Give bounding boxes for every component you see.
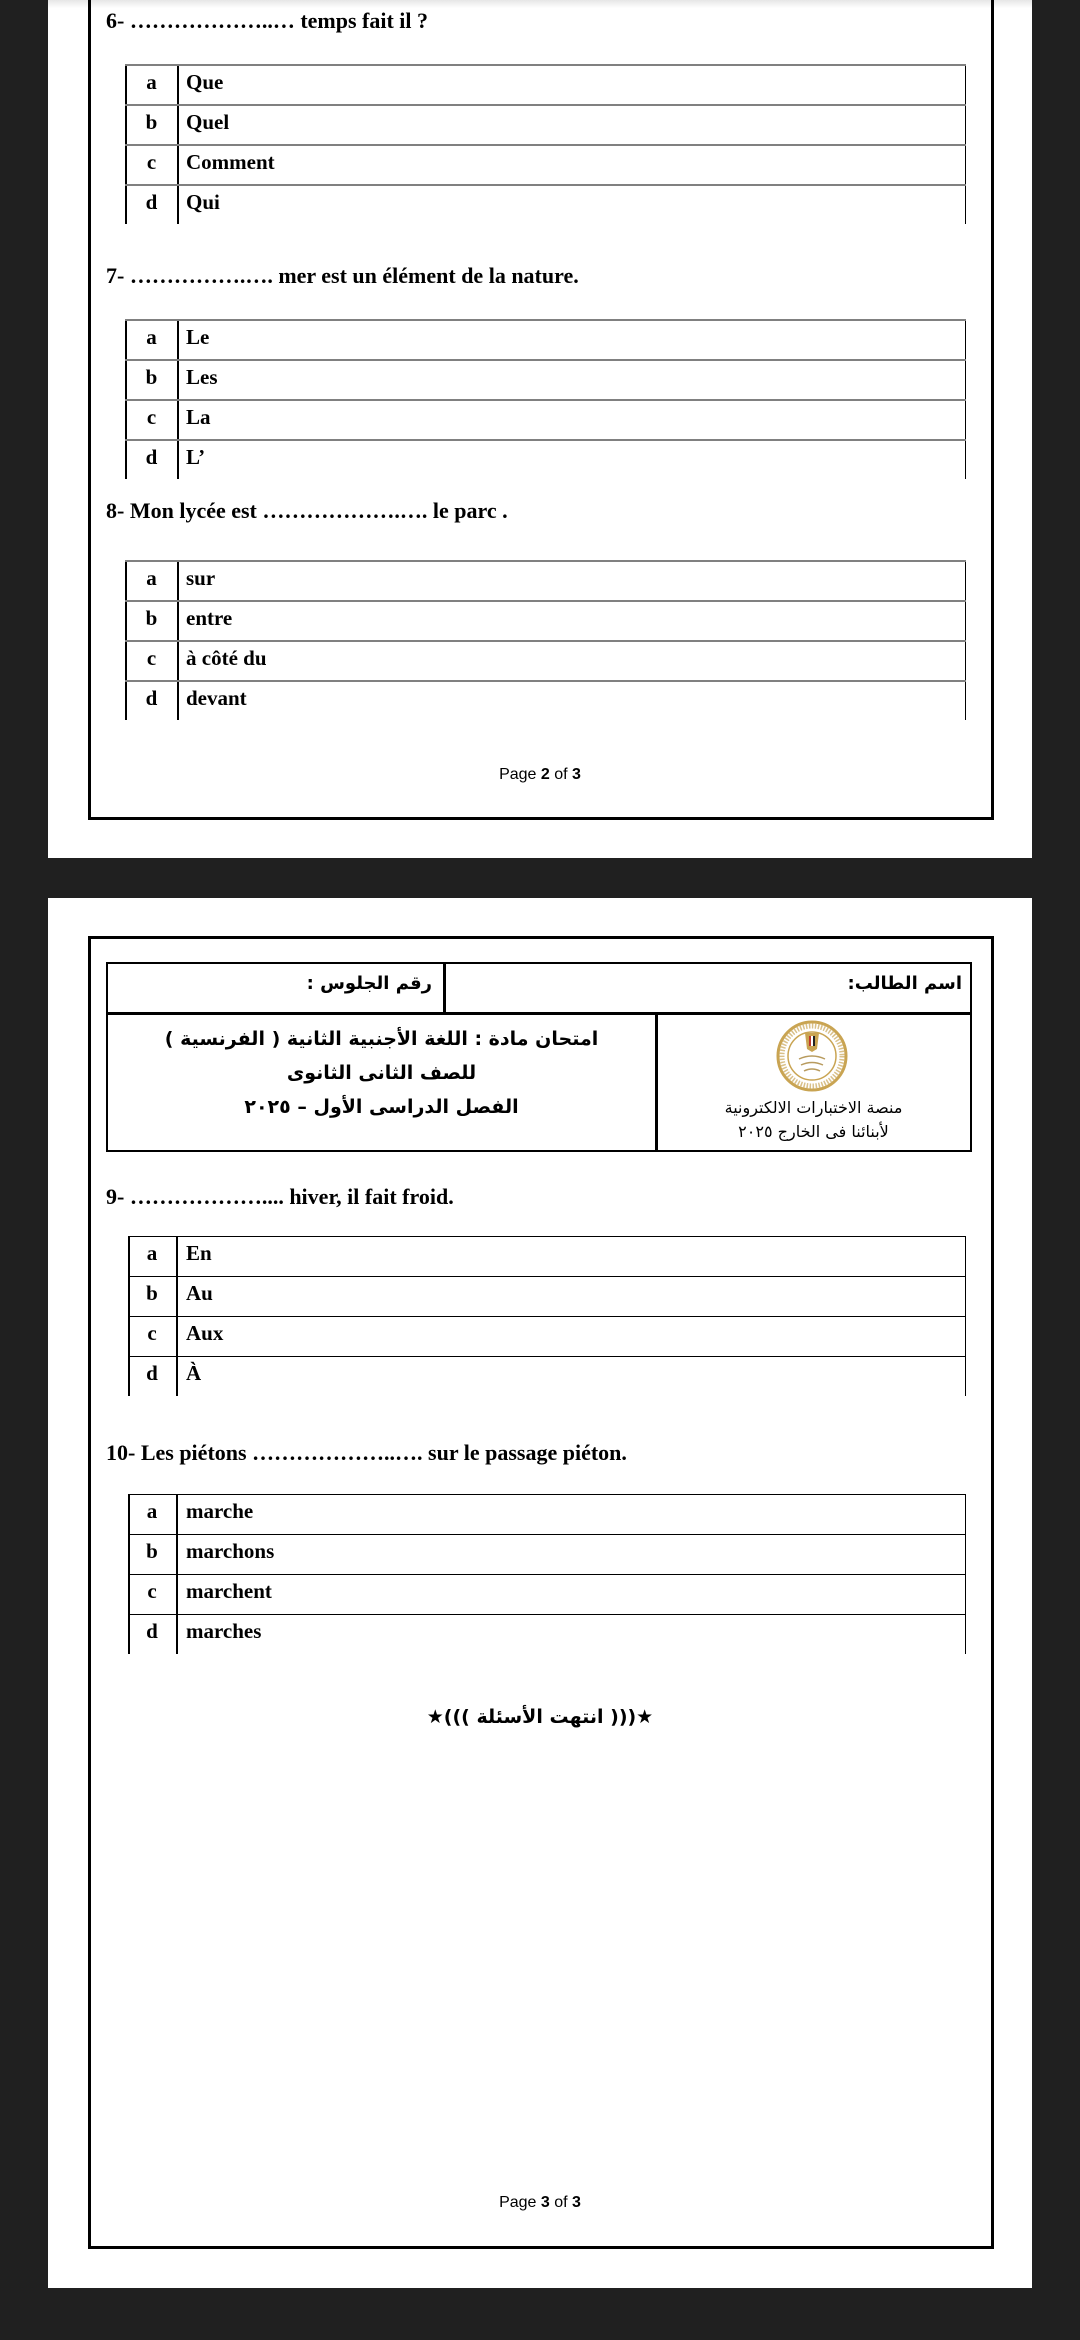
- option-letter: c: [146, 150, 157, 174]
- option-text: Au: [186, 1281, 213, 1305]
- option-row[interactable]: [125, 184, 966, 224]
- question-6-options: [125, 64, 966, 224]
- question-6: 6- ………………..… temps fait il ?: [106, 8, 429, 33]
- option-text: Les: [186, 365, 218, 389]
- option-letter: a: [146, 70, 157, 94]
- option-text: sur: [186, 566, 216, 590]
- option-row[interactable]: [128, 1574, 966, 1614]
- option-letter: b: [145, 110, 158, 134]
- option-letter: a: [146, 1241, 158, 1265]
- option-row[interactable]: [125, 600, 966, 640]
- total-pages: 3: [572, 2194, 581, 2211]
- platform-line-2: لأبنائنا فى الخارج ٢٠٢٥: [738, 1122, 889, 1141]
- question-7-options: [125, 319, 966, 479]
- option-row[interactable]: [125, 64, 966, 104]
- footer-prefix: Page: [499, 766, 541, 783]
- footer-prefix: Page: [499, 2194, 541, 2211]
- option-text: Que: [186, 70, 224, 94]
- option-row[interactable]: [125, 319, 966, 359]
- option-text: marchent: [186, 1579, 272, 1603]
- option-letter: a: [146, 566, 157, 590]
- question-8: 8- Mon lycée est ……………….…. le parc .: [106, 498, 508, 523]
- option-letter: b: [145, 365, 158, 389]
- option-row[interactable]: [125, 560, 966, 600]
- option-row[interactable]: [125, 144, 966, 184]
- option-letter: d: [145, 190, 158, 214]
- question-9: 9- ……………….... hiver, il fait froid.: [106, 1184, 454, 1209]
- header-row-divider: [106, 1012, 972, 1015]
- footer-mid: of: [549, 2194, 573, 2211]
- option-row[interactable]: [125, 359, 966, 399]
- option-row[interactable]: [125, 680, 966, 720]
- option-letter: b: [146, 1281, 158, 1305]
- option-text: entre: [186, 606, 233, 630]
- option-text: Qui: [186, 190, 220, 214]
- platform-name: [657, 1096, 970, 1144]
- current-page-number: 3: [540, 2194, 550, 2211]
- option-letter: d: [146, 1361, 158, 1385]
- option-text: À: [186, 1361, 202, 1385]
- option-text: marchons: [186, 1539, 275, 1563]
- seat-number-label: رقم الجلوس :: [306, 973, 432, 994]
- option-row[interactable]: [125, 439, 966, 479]
- footer-mid: of: [549, 766, 573, 783]
- option-letter: a: [146, 325, 157, 349]
- option-letter: b: [146, 1539, 158, 1563]
- option-row[interactable]: [128, 1614, 966, 1654]
- option-row[interactable]: [125, 104, 966, 144]
- exam-grade: للصف الثانى الثانوى: [286, 1062, 477, 1084]
- option-letter: c: [146, 646, 157, 670]
- exam-subject: امتحان مادة : اللغة الأجنبية الثانية ( الفرنسية ): [164, 1028, 599, 1050]
- option-text: Le: [186, 325, 210, 349]
- option-text: Comment: [186, 150, 275, 174]
- question-7: 7- …………….…. mer est un élément de la nature.: [106, 263, 579, 288]
- exam-term: الفصل الدراسى الأول – ٢٠٢٥: [244, 1096, 519, 1118]
- option-text: à côté du: [186, 646, 267, 670]
- option-letter: c: [147, 1321, 157, 1345]
- option-row[interactable]: [128, 1356, 966, 1396]
- option-letter: d: [145, 445, 158, 469]
- question-8-options: [125, 560, 966, 720]
- current-page-number: 2: [540, 766, 550, 783]
- option-text: marches: [186, 1619, 262, 1643]
- option-row[interactable]: [125, 399, 966, 439]
- option-row[interactable]: [128, 1316, 966, 1356]
- option-text: Quel: [186, 110, 230, 134]
- total-pages: 3: [572, 766, 581, 783]
- option-letter: d: [145, 686, 158, 710]
- student-name-label: اسم الطالب:: [847, 973, 962, 994]
- question-10-options: [128, 1494, 966, 1654]
- option-text: La: [186, 405, 211, 429]
- header-top-col-divider: [443, 962, 446, 1014]
- option-text: En: [186, 1241, 212, 1265]
- question-9-options: [128, 1236, 966, 1396]
- option-text: Aux: [186, 1321, 224, 1345]
- option-row[interactable]: [128, 1534, 966, 1574]
- option-row[interactable]: [128, 1494, 966, 1534]
- option-text: L’: [186, 445, 206, 469]
- page-2-footer: [0, 766, 1080, 784]
- option-row[interactable]: [125, 640, 966, 680]
- page-3-footer: [0, 2194, 1080, 2212]
- option-letter: d: [146, 1619, 158, 1643]
- ministry-logo-icon: [775, 1019, 849, 1093]
- exam-title: [108, 1022, 655, 1124]
- option-letter: b: [145, 606, 158, 630]
- option-letter: a: [146, 1499, 158, 1523]
- option-letter: c: [146, 405, 157, 429]
- option-text: marche: [186, 1499, 254, 1523]
- option-text: devant: [186, 686, 247, 710]
- platform-line-1: منصة الاختبارات الالكترونية: [724, 1098, 903, 1117]
- end-of-questions-mark: ★((( انتهت الأسئلة )))★: [426, 1706, 654, 1728]
- option-letter: c: [147, 1579, 157, 1603]
- option-row[interactable]: [128, 1276, 966, 1316]
- question-10: 10- Les piétons ………………..…. sur le passage piéton.: [106, 1440, 627, 1465]
- option-row[interactable]: [128, 1236, 966, 1276]
